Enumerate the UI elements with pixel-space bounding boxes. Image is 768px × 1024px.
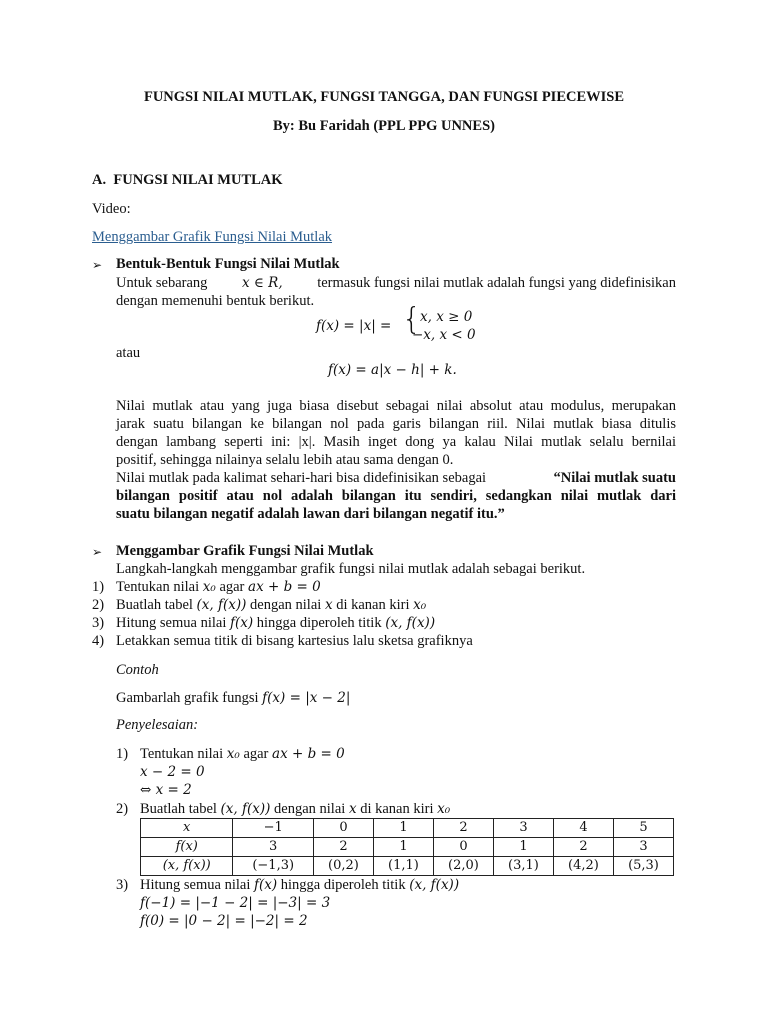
table-cell: (4,2) xyxy=(553,857,613,876)
table-cell: 0 xyxy=(313,819,373,838)
equation-line: ⇔ x = 2 xyxy=(140,782,192,798)
grafik-heading: Menggambar Grafik Fungsi Nilai Mutlak xyxy=(116,543,374,559)
soal-math: f(x) = |x − 2| xyxy=(262,690,351,706)
step-math: ax + b = 0 xyxy=(248,579,321,595)
step-math: (x, f(x)) xyxy=(196,597,247,613)
formula-case-2: −x, x < 0 xyxy=(412,327,476,343)
table-cell: 3 xyxy=(233,838,314,857)
step-math: (x, f(x)) xyxy=(409,877,460,893)
formula-abs-lhs: f(x) = |x| = xyxy=(316,318,392,334)
formula-case-1: x, x ≥ 0 xyxy=(420,309,473,325)
step-text: Hitung semua nilai xyxy=(116,615,227,631)
intro-text-a: Untuk sebarang xyxy=(116,275,208,291)
para2-text: Nilai mutlak pada kalimat sehari-hari bisa didefinisikan sebagai xyxy=(116,470,487,486)
step-number: 4) xyxy=(92,633,105,649)
brace-icon: { xyxy=(402,302,422,337)
soal xyxy=(116,689,350,707)
step-text: dengan nilai xyxy=(250,597,322,613)
paragraph-daily xyxy=(116,469,676,523)
para1-line: positif, sehingga nilainya selalu lebih atau sama dengan 0. xyxy=(116,452,454,468)
atau-text: atau xyxy=(116,345,141,361)
step-number: 1) xyxy=(116,746,129,762)
table-row xyxy=(141,838,674,857)
step-math: x₀ xyxy=(226,746,240,762)
section-a-number: A. xyxy=(92,172,107,188)
para2-line1 xyxy=(116,469,676,487)
section-a-title: FUNGSI NILAI MUTLAK xyxy=(113,172,283,188)
para1-line: jarak suatu bilangan ke bilangan nol pada garis bilangan riil. Nilai mutlak biasa ditulis xyxy=(116,416,676,432)
soal-text: Gambarlah grafik fungsi xyxy=(116,690,259,706)
step-item xyxy=(92,578,676,596)
step-math: x₀ xyxy=(437,801,451,817)
step-math: x₀ xyxy=(413,597,427,613)
equation-line: f(−1) = |−1 − 2| = |−3| = 3 xyxy=(140,895,331,911)
step-text: di kanan kiri xyxy=(336,597,410,613)
table-cell: (0,2) xyxy=(313,857,373,876)
step-text: agar xyxy=(219,579,245,595)
table-cell: (1,1) xyxy=(373,857,433,876)
table-cell: 5 xyxy=(613,819,673,838)
solution-step-1 xyxy=(116,745,676,799)
table-cell: −1 xyxy=(233,819,314,838)
contoh-label: Contoh xyxy=(116,662,159,678)
step-number: 3) xyxy=(92,615,105,631)
step-text: Letakkan semua titik di bisang kartesius lalu sketsa grafiknya xyxy=(116,633,473,649)
step-item xyxy=(92,632,676,650)
table-cell: 4 xyxy=(553,819,613,838)
table-row xyxy=(141,857,674,876)
step-text: Tentukan nilai xyxy=(140,746,224,762)
step-text: di kanan kiri xyxy=(360,801,434,817)
para2-line3: suatu bilangan negatif adalah lawan dari bilangan negatif itu.” xyxy=(116,506,505,522)
table-cell: 3 xyxy=(493,819,553,838)
intro-math: x ∈ R, xyxy=(241,275,283,291)
para1-line: Nilai mutlak atau yang juga biasa disebut sebagai nilai absolut atau modulus, merupakan xyxy=(116,398,676,414)
step-number: 3) xyxy=(116,877,129,893)
video-label: Video: xyxy=(92,201,131,217)
step-math: f(x) xyxy=(253,877,278,893)
step-math: (x, f(x)) xyxy=(220,801,271,817)
table-cell: (5,3) xyxy=(613,857,673,876)
table-cell: 1 xyxy=(493,838,553,857)
values-table xyxy=(140,818,674,876)
bentuk-intro-line2: dengan memenuhi bentuk berikut. xyxy=(116,293,315,309)
arrow-bullet-icon: ➢ xyxy=(92,545,103,559)
step-number: 2) xyxy=(92,597,105,613)
penyelesaian-label: Penyelesaian: xyxy=(116,717,199,733)
bentuk-intro-line1 xyxy=(116,274,676,292)
bentuk-heading: Bentuk-Bentuk Fungsi Nilai Mutlak xyxy=(116,256,340,272)
step-text: dengan nilai xyxy=(274,801,346,817)
step-item xyxy=(92,596,676,614)
step-math: ax + b = 0 xyxy=(272,746,345,762)
step-item xyxy=(92,614,676,632)
arrow-bullet-icon: ➢ xyxy=(92,258,103,272)
equation-line: x − 2 = 0 xyxy=(140,764,205,780)
step-math: x₀ xyxy=(202,579,216,595)
step-text: Hitung semua nilai xyxy=(140,877,251,893)
step-math: (x, f(x)) xyxy=(385,615,436,631)
step-math: x xyxy=(348,801,357,817)
step-text: Tentukan nilai xyxy=(116,579,200,595)
document-title: FUNGSI NILAI MUTLAK, FUNGSI TANGGA, DAN FUNGSI PIECEWISE xyxy=(143,89,625,105)
table-cell: 2 xyxy=(313,838,373,857)
step-text: hingga diperoleh titik xyxy=(256,615,382,631)
table-cell: 2 xyxy=(553,838,613,857)
table-cell: 1 xyxy=(373,819,433,838)
table-cell: (2,0) xyxy=(433,857,493,876)
table-cell: (3,1) xyxy=(493,857,553,876)
table-cell: x xyxy=(141,819,233,838)
video-link[interactable]: Menggambar Grafik Fungsi Nilai Mutlak xyxy=(92,229,333,245)
step-text: Buatlah tabel xyxy=(140,801,217,817)
formula-general: f(x) = a|x − h| + k. xyxy=(328,362,457,378)
table-cell: f(x) xyxy=(141,838,233,857)
step-number: 1) xyxy=(92,579,105,595)
document-author: By: Bu Faridah (PPL PPG UNNES) xyxy=(273,118,495,134)
steps-list xyxy=(92,578,676,650)
equation-line: f(0) = |0 − 2| = |−2| = 2 xyxy=(140,913,308,929)
table-cell: 3 xyxy=(613,838,673,857)
step-math: f(x) xyxy=(229,615,254,631)
section-a-heading xyxy=(92,171,283,189)
step-text: agar xyxy=(243,746,269,762)
para2-quote-start: “Nilai mutlak suatu xyxy=(553,470,676,486)
step-text: hingga diperoleh titik xyxy=(280,877,406,893)
intro-text-c: termasuk fungsi nilai mutlak adalah fungsi yang didefinisikan xyxy=(317,275,676,291)
table-row xyxy=(141,819,674,838)
solution-step-2 xyxy=(116,800,676,818)
table-cell: 2 xyxy=(433,819,493,838)
table-cell: 0 xyxy=(433,838,493,857)
paragraph-definition xyxy=(116,397,676,469)
table-cell: (x, f(x)) xyxy=(141,857,233,876)
para1-line: dengan lambang seperti ini: |x|. Masih inget dong ya kalau Nilai mutlak selalu bernilai xyxy=(116,434,676,450)
step-text: Buatlah tabel xyxy=(116,597,193,613)
step-math: x xyxy=(324,597,333,613)
solution-step-3 xyxy=(116,876,676,930)
para2-line2: bilangan positif atau nol adalah bilangan itu sendiri, sedangkan nilai mutlak dari xyxy=(116,488,676,504)
grafik-intro: Langkah-langkah menggambar grafik fungsi nilai mutlak adalah sebagai berikut. xyxy=(116,561,586,577)
table-cell: (−1,3) xyxy=(233,857,314,876)
table-cell: 1 xyxy=(373,838,433,857)
step-number: 2) xyxy=(116,801,129,817)
